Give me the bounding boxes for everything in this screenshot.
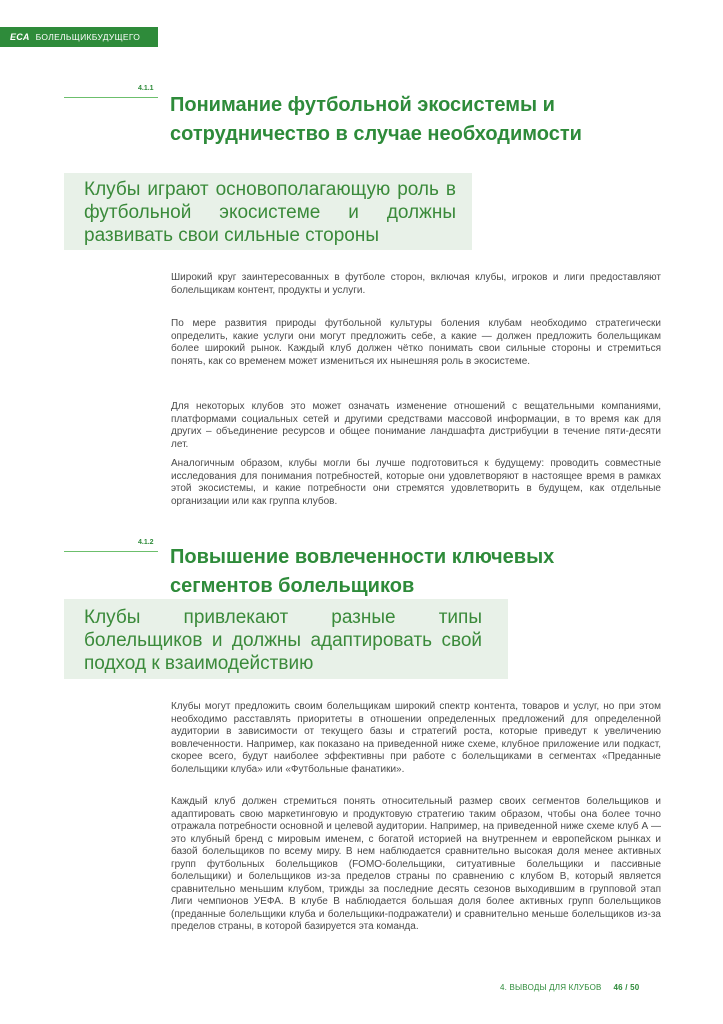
footer-chapter: 4. ВЫВОДЫ ДЛЯ КЛУБОВ [500, 983, 602, 992]
paragraph: Для некоторых клубов это может означать изменение отношений с вещательными компаниями, платформами социальных сетей и другими средствами массовой информации, в то время как для других – объединение ресурсов и общее понимание ландшафта дистрибуции в течение пяти-десяти лет. [171, 401, 661, 450]
pull-quote-text: Клубы привлекают разные типы болельщиков и должны адаптировать свой подход к взаимодействию [84, 607, 482, 674]
eca-logo: ECA [10, 32, 30, 42]
section-title: Повышение вовлеченности ключевых сегментов болельщиков [170, 546, 555, 597]
paragraph: Каждый клуб должен стремиться понять относительный размер своих сегментов болельщиков и адаптировать свою маркетинговую и продуктовую стратегию таким образом, чтобы она более точно отражала потребности основной и целевой аудитории. Например, на приведенной ниже схеме клуб А — это клубный бренд с мировым именем, с богатой историей на внутреннем и европейском рынках и базой болельщиков по всему миру. В нем наблюдается сравнительно высокая доля менее активных групп футбольных болельщиков (FOMO-болельщики, ситуативные болельщики и пассивные болельщики) и болельщиков из-за пределов страны по сравнению с клубом В, который является сравнительно меньшим клубом, трижды за последние десять сезонов выходившим в групповой этап Лиги чемпионов УЕФА. В клубе В наблюдается большая доля более активных групп болельщиков (преданные болельщики клуба и болельщики-подражатели) и сравнительно меньше болельщиков из-за пределов страны, в которой базируется эта команда. [171, 796, 661, 932]
paragraph: Клубы могут предложить своим болельщикам широкий спектр контента, товаров и услуг, но при этом необходимо расставлять приоритеты в отношении определенных предложений для определенной аудитории в зависимости от текущего базы и стратегий роста, которые приведут к увеличению вовлеченности. Например, как показано на приведенной ниже схеме, клубное приложение или подкаст, скорее всего, будут наиболее эффективны при работе с болельщиками в сегментах «Преданные болельщики клуба» или «Футбольные фанатики». [171, 701, 661, 775]
section-divider [64, 551, 158, 552]
page-footer [500, 983, 639, 992]
section-number: 4.1.1 [138, 85, 154, 92]
paragraph: По мере развития природы футбольной культуры боления клубам необходимо стратегически определить, какие услуги они могут предложить себе, а какие — должен предложить болельщикам более широкий рынок. Каждый клуб должен чётко понимать свои сильные стороны и стремиться понять, как со временем может измениться их нынешняя роль в экосистеме. [171, 318, 661, 367]
section-title: Понимание футбольной экосистемы и сотрудничество в случае необходимости [170, 94, 582, 145]
paragraph: Аналогичным образом, клубы могли бы лучше подготовиться к будущему: проводить совместные исследования для понимания потребностей, которые они удовлетворяют в настоящее время в рамках этой экосистемы, и какие потребности они стремятся удовлетворить в будущем, как отдельные организации или как группа клубов. [171, 458, 661, 507]
pull-quote [64, 173, 472, 250]
header-bar [0, 27, 158, 47]
page-number: 46 / 50 [613, 983, 640, 992]
section-number: 4.1.2 [138, 539, 154, 546]
section-divider [64, 97, 158, 98]
header-title: БОЛЕЛЬЩИКБУДУЩЕГО [35, 32, 141, 42]
paragraph: Широкий круг заинтересованных в футболе сторон, включая клубы, игроков и лиги предоставляют болельщикам контент, продукты и услуги. [171, 272, 661, 296]
pull-quote [64, 599, 508, 679]
pull-quote-text: Клубы играют основополагающую роль в футбольной экосистеме и должны развивать свои сильные стороны [84, 179, 456, 246]
